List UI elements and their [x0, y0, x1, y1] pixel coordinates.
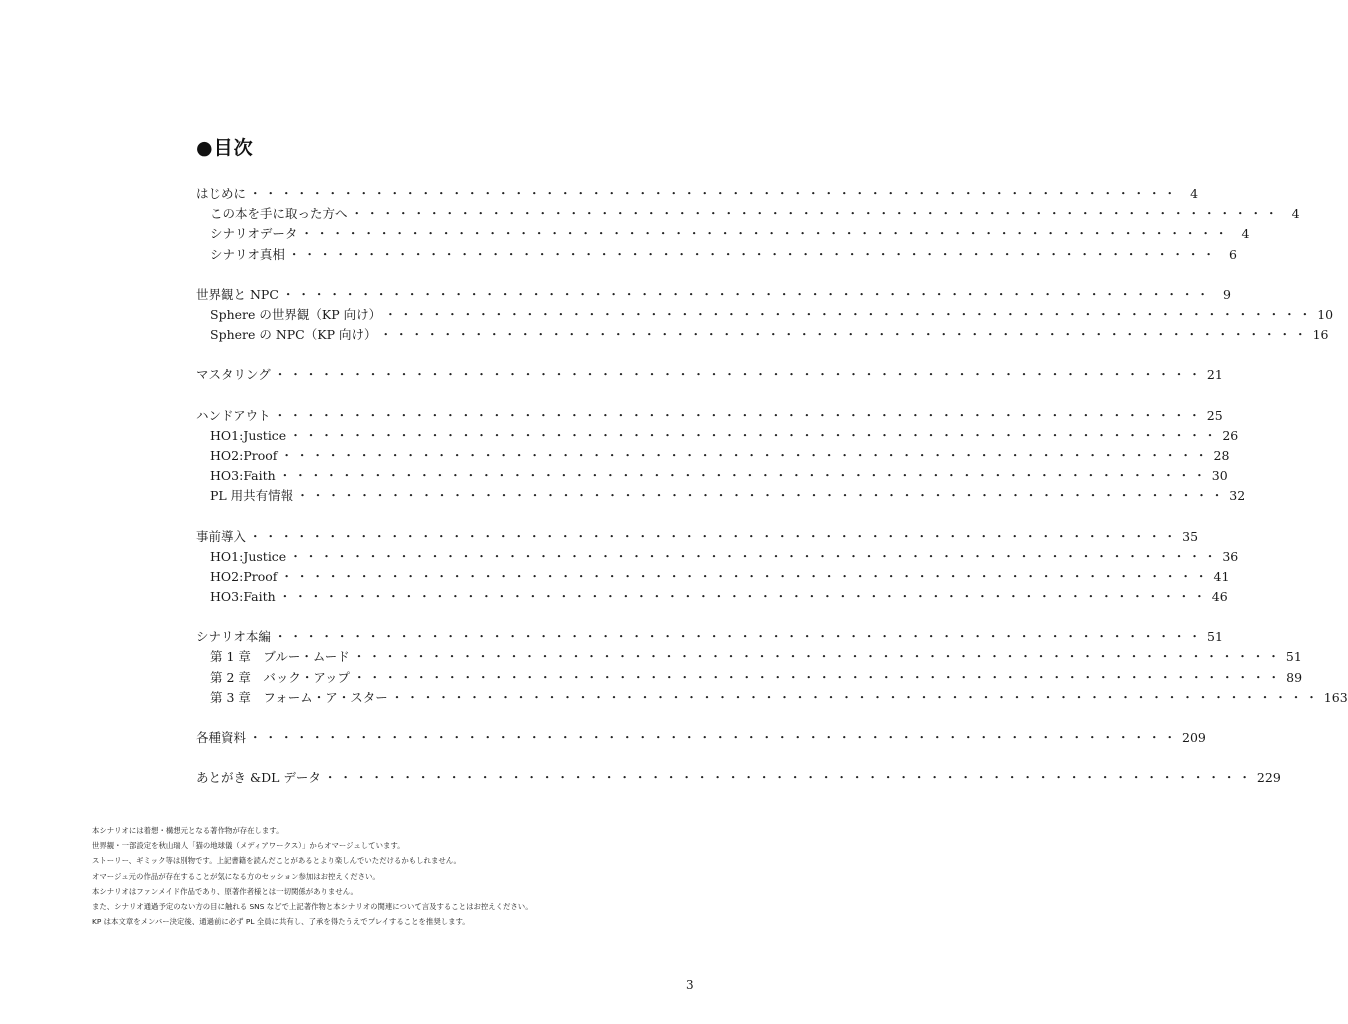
toc-leader-dots: ・・・・・・・・・・・・・・・・・・・・・・・・・・・・・・・・・・・・・・・・・・・・・・・・・・・・・・・・・・・・ — [281, 286, 1212, 302]
toc-leader-dots: ・・・・・・・・・・・・・・・・・・・・・・・・・・・・・・・・・・・・・・・・・・・・・・・・・・・・・・・・・・・・ — [278, 589, 1209, 605]
toc-entry-page: 35 — [1182, 528, 1199, 544]
toc-entry — [196, 668, 1303, 688]
toc-entry — [196, 204, 1300, 224]
toc-entry-title: HO2:Proof — [210, 568, 278, 584]
toc-leader-dots: ・・・・・・・・・・・・・・・・・・・・・・・・・・・・・・・・・・・・・・・・・・・・・・・・・・・・・・・・・・・・ — [379, 327, 1310, 343]
toc-entry-page: 32 — [1229, 488, 1246, 504]
table-of-contents — [196, 184, 1348, 788]
toc-entry — [196, 285, 1231, 305]
disclaimer-notes — [92, 823, 652, 929]
toc-entry-page: 163 — [1323, 689, 1348, 705]
toc-entry-page: 25 — [1206, 407, 1223, 423]
toc-entry-title: この本を手に取った方へ — [210, 206, 348, 222]
toc-entry — [196, 406, 1223, 426]
toc-entry-page: 30 — [1211, 468, 1228, 484]
toc-entry-title: はじめに — [196, 186, 247, 202]
toc-entry-page: 229 — [1256, 770, 1281, 786]
toc-leader-dots: ・・・・・・・・・・・・・・・・・・・・・・・・・・・・・・・・・・・・・・・・・・・・・・・・・・・・・・・・・・・・ — [249, 528, 1180, 544]
toc-entry — [196, 567, 1230, 587]
note-line: 本シナリオには着想・構想元となる著作物が存在します。 — [92, 826, 284, 835]
toc-entry-page: 6 — [1228, 246, 1237, 262]
toc-entry — [196, 446, 1230, 466]
toc-entry-title: Sphere の NPC（KP 向け） — [210, 327, 377, 343]
toc-entry — [196, 305, 1334, 325]
toc-leader-dots: ・・・・・・・・・・・・・・・・・・・・・・・・・・・・・・・・・・・・・・・・・・・・・・・・・・・・・・・・・・・・ — [273, 407, 1204, 423]
toc-entry — [196, 184, 1199, 204]
toc-entry-page: 16 — [1312, 327, 1329, 343]
toc-leader-dots: ・・・・・・・・・・・・・・・・・・・・・・・・・・・・・・・・・・・・・・・・・・・・・・・・・・・・・・・・・・・・ — [280, 447, 1211, 463]
toc-leader-dots: ・・・・・・・・・・・・・・・・・・・・・・・・・・・・・・・・・・・・・・・・・・・・・・・・・・・・・・・・・・・・ — [289, 427, 1220, 443]
toc-entry — [196, 224, 1250, 244]
toc-entry-title: HO1:Justice — [210, 548, 287, 564]
toc-entry-page: 51 — [1285, 649, 1302, 665]
toc-entry-title: HO3:Faith — [210, 468, 276, 484]
toc-leader-dots: ・・・・・・・・・・・・・・・・・・・・・・・・・・・・・・・・・・・・・・・・・・・・・・・・・・・・・・・・・・・・ — [280, 568, 1211, 584]
toc-leader-dots: ・・・・・・・・・・・・・・・・・・・・・・・・・・・・・・・・・・・・・・・・・・・・・・・・・・・・・・・・・・・・ — [273, 629, 1204, 645]
toc-entry-page: 4 — [1241, 226, 1250, 242]
toc-leader-dots: ・・・・・・・・・・・・・・・・・・・・・・・・・・・・・・・・・・・・・・・・・・・・・・・・・・・・・・・・・・・・ — [278, 468, 1209, 484]
toc-leader-dots: ・・・・・・・・・・・・・・・・・・・・・・・・・・・・・・・・・・・・・・・・・・・・・・・・・・・・・・・・・・・・ — [289, 548, 1220, 564]
toc-entry-title: 第 1 章 ブルー・ムード — [210, 649, 350, 665]
toc-entry-page: 21 — [1206, 367, 1223, 383]
toc-entry — [196, 647, 1302, 667]
note-line: 世界観・一部設定を秋山瑞人「猫の地球儀（メディアワークス）」からオマージュしています。 — [92, 841, 405, 851]
toc-entry — [196, 526, 1199, 546]
toc-leader-dots: ・・・・・・・・・・・・・・・・・・・・・・・・・・・・・・・・・・・・・・・・・・・・・・・・・・・・・・・・・・・・ — [353, 669, 1284, 685]
toc-entry-title: マスタリング — [196, 367, 271, 383]
toc-entry-page: 46 — [1211, 589, 1228, 605]
page-number: 3 — [686, 978, 694, 992]
toc-entry-title: PL 用共有情報 — [210, 488, 294, 504]
toc-entry-title: 第 3 章 フォーム・ア・スター — [210, 689, 388, 705]
toc-entry — [196, 688, 1348, 708]
toc-entry-page: 36 — [1222, 548, 1239, 564]
toc-entry-title: シナリオ真相 — [210, 246, 285, 262]
toc-leader-dots: ・・・・・・・・・・・・・・・・・・・・・・・・・・・・・・・・・・・・・・・・・・・・・・・・・・・・・・・・・・・・ — [287, 246, 1218, 262]
toc-leader-dots: ・・・・・・・・・・・・・・・・・・・・・・・・・・・・・・・・・・・・・・・・・・・・・・・・・・・・・・・・・・・・ — [300, 226, 1231, 242]
toc-entry-page: 41 — [1213, 568, 1230, 584]
toc-entry-title: 世界観と NPC — [196, 286, 279, 302]
toc-entry — [196, 728, 1206, 748]
toc-leader-dots: ・・・・・・・・・・・・・・・・・・・・・・・・・・・・・・・・・・・・・・・・・・・・・・・・・・・・・・・・・・・・ — [249, 186, 1180, 202]
note-line: KP は本文章をメンバー決定後、通過前に必ず PL 全員に共有し、了承を得たうえでプレイすることを推奨します。 — [92, 917, 470, 927]
toc-leader-dots: ・・・・・・・・・・・・・・・・・・・・・・・・・・・・・・・・・・・・・・・・・・・・・・・・・・・・・・・・・・・・ — [249, 730, 1180, 746]
toc-entry — [196, 365, 1223, 385]
toc-entry-page: 26 — [1222, 427, 1239, 443]
toc-heading: ●目次 — [196, 137, 254, 159]
toc-entry-page: 209 — [1182, 730, 1206, 746]
toc-entry-page: 4 — [1190, 186, 1199, 202]
toc-entry-page: 51 — [1207, 629, 1223, 645]
toc-leader-dots: ・・・・・・・・・・・・・・・・・・・・・・・・・・・・・・・・・・・・・・・・・・・・・・・・・・・・・・・・・・・・ — [323, 770, 1254, 786]
toc-entry — [196, 426, 1239, 446]
toc-leader-dots: ・・・・・・・・・・・・・・・・・・・・・・・・・・・・・・・・・・・・・・・・・・・・・・・・・・・・・・・・・・・・ — [384, 307, 1315, 323]
toc-entry-title: 第 2 章 バック・アップ — [210, 669, 351, 685]
toc-entry — [196, 768, 1281, 788]
toc-entry-title: ハンドアウト — [196, 407, 271, 423]
toc-entry-title: HO3:Faith — [210, 589, 276, 605]
toc-entry — [196, 466, 1228, 486]
toc-entry-page: 28 — [1213, 447, 1230, 463]
toc-entry — [196, 486, 1246, 506]
toc-entry-title: あとがき &DL データ — [196, 770, 321, 786]
note-line: オマージュ元の作品が存在することが気になる方のセッション参加はお控えください。 — [92, 871, 380, 881]
toc-leader-dots: ・・・・・・・・・・・・・・・・・・・・・・・・・・・・・・・・・・・・・・・・・・・・・・・・・・・・・・・・・・・・ — [350, 206, 1281, 222]
toc-entry — [196, 245, 1237, 265]
toc-entry-title: 事前導入 — [196, 528, 247, 544]
toc-leader-dots: ・・・・・・・・・・・・・・・・・・・・・・・・・・・・・・・・・・・・・・・・・・・・・・・・・・・・・・・・・・・・ — [296, 488, 1227, 504]
toc-leader-dots: ・・・・・・・・・・・・・・・・・・・・・・・・・・・・・・・・・・・・・・・・・・・・・・・・・・・・・・・・・・・・ — [273, 367, 1204, 383]
toc-leader-dots: ・・・・・・・・・・・・・・・・・・・・・・・・・・・・・・・・・・・・・・・・・・・・・・・・・・・・・・・・・・・・ — [390, 689, 1321, 705]
toc-entry-page: 9 — [1222, 286, 1231, 302]
note-line: また、シナリオ通過予定のない方の目に触れる SNS などで上記著作物と本シナリオの関連について言及することはお控えください。 — [92, 902, 533, 912]
toc-entry-title: 各種資料 — [196, 730, 247, 746]
toc-entry-title: シナリオデータ — [210, 226, 298, 242]
toc-entry-title: Sphere の世界観（KP 向け） — [210, 307, 382, 323]
toc-entry — [196, 325, 1329, 345]
toc-entry — [196, 627, 1223, 647]
toc-entry-page: 89 — [1286, 669, 1303, 685]
note-line: 本シナリオはファンメイド作品であり、原著作者様とは一切関係がありません。 — [92, 886, 358, 896]
toc-leader-dots: ・・・・・・・・・・・・・・・・・・・・・・・・・・・・・・・・・・・・・・・・・・・・・・・・・・・・・・・・・・・・ — [352, 649, 1283, 665]
toc-entry-title: HO2:Proof — [210, 447, 278, 463]
toc-entry-page: 10 — [1317, 307, 1334, 323]
toc-entry — [196, 587, 1228, 607]
toc-entry — [196, 547, 1239, 567]
toc-entry-title: シナリオ本編 — [196, 629, 271, 645]
toc-entry-page: 4 — [1291, 206, 1300, 222]
toc-entry-title: HO1:Justice — [210, 427, 287, 443]
note-line: ストーリー、ギミック等は別物です。上記書籍を読んだことがあるとより楽しんでいただけるかもしれません。 — [92, 856, 461, 866]
